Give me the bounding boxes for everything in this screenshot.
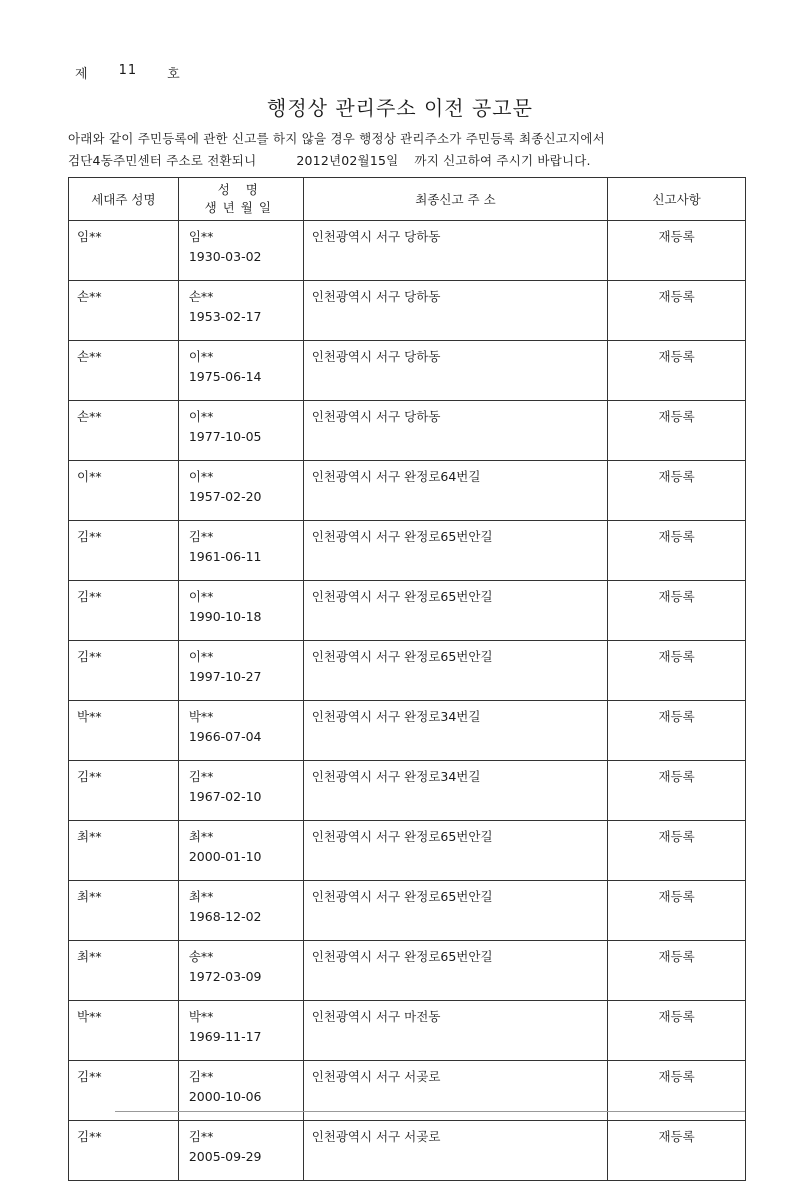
birth-date: 1967-02-10 — [188, 789, 262, 804]
table-row — [69, 821, 746, 881]
intro-line-2 — [68, 150, 768, 172]
person-name: 최** — [188, 889, 214, 904]
report-cell: 재등록 — [608, 701, 746, 761]
person-name: 김** — [188, 1129, 214, 1144]
report-cell: 재등록 — [608, 1061, 746, 1121]
birth-date: 2000-10-06 — [188, 1089, 262, 1104]
issue-number — [75, 63, 181, 82]
householder-cell: 손** — [69, 401, 179, 461]
person-name: 송** — [188, 949, 214, 964]
report-cell: 재등록 — [608, 401, 746, 461]
table-row — [69, 581, 746, 641]
table-header-row — [69, 178, 746, 221]
report-cell: 재등록 — [608, 581, 746, 641]
person-name: 이** — [188, 349, 214, 364]
person-name: 김** — [188, 1069, 214, 1084]
table-row — [69, 941, 746, 1001]
report-cell: 재등록 — [608, 341, 746, 401]
table-row — [69, 461, 746, 521]
header-report: 신고사항 — [608, 178, 746, 221]
householder-cell: 김** — [69, 641, 179, 701]
name-birth-cell — [178, 701, 303, 761]
address-cell: 인천광역시 서구 서곶로 — [303, 1061, 608, 1121]
name-birth-cell — [178, 581, 303, 641]
address-cell: 인천광역시 서구 서곶로 — [303, 1121, 608, 1181]
issue-number-value: 11 — [118, 63, 138, 78]
table-row — [69, 221, 746, 281]
name-birth-cell — [178, 281, 303, 341]
report-cell: 재등록 — [608, 761, 746, 821]
name-birth-cell — [178, 821, 303, 881]
address-cell: 인천광역시 서구 완정로65번안길 — [303, 641, 608, 701]
name-birth-cell — [178, 761, 303, 821]
report-cell: 재등록 — [608, 1121, 746, 1181]
deadline-date: 2012년02월15일 — [296, 153, 399, 168]
person-name: 이** — [188, 409, 214, 424]
name-birth-cell — [178, 1001, 303, 1061]
name-birth-cell — [178, 641, 303, 701]
person-name: 김** — [188, 769, 214, 784]
birth-date: 1966-07-04 — [188, 729, 262, 744]
header-birth: 생년월일 — [204, 200, 277, 215]
name-birth-cell — [178, 1121, 303, 1181]
birth-date: 1975-06-14 — [188, 369, 262, 384]
householder-cell: 김** — [69, 521, 179, 581]
intro-line-2-suffix: 까지 신고하여 주시기 바랍니다. — [414, 153, 591, 168]
householder-cell: 최** — [69, 941, 179, 1001]
birth-date: 1953-02-17 — [188, 309, 262, 324]
address-cell: 인천광역시 서구 완정로65번안길 — [303, 521, 608, 581]
birth-date: 1969-11-17 — [188, 1029, 262, 1044]
householder-cell: 손** — [69, 281, 179, 341]
address-cell: 인천광역시 서구 완정로65번안길 — [303, 941, 608, 1001]
intro-line-2-prefix: 검단4동주민센터 주소로 전환되니 — [68, 153, 257, 168]
person-name: 이** — [188, 469, 214, 484]
birth-date: 1961-06-11 — [188, 549, 262, 564]
report-cell: 재등록 — [608, 221, 746, 281]
header-name: 성 명 — [217, 182, 264, 197]
table-row — [69, 701, 746, 761]
report-cell: 재등록 — [608, 941, 746, 1001]
person-name: 이** — [188, 649, 214, 664]
householder-cell: 김** — [69, 1121, 179, 1181]
person-name: 최** — [188, 829, 214, 844]
address-cell: 인천광역시 서구 당하동 — [303, 281, 608, 341]
birth-date: 2005-09-29 — [188, 1149, 262, 1164]
intro-paragraph — [68, 128, 768, 172]
name-birth-cell — [178, 401, 303, 461]
birth-date: 1957-02-20 — [188, 489, 262, 504]
householder-cell: 박** — [69, 1001, 179, 1061]
table-row — [69, 521, 746, 581]
address-cell: 인천광역시 서구 완정로34번길 — [303, 761, 608, 821]
header-householder: 세대주 성명 — [69, 178, 179, 221]
address-cell: 인천광역시 서구 완정로65번안길 — [303, 821, 608, 881]
person-name: 손** — [188, 289, 214, 304]
householder-cell: 김** — [69, 761, 179, 821]
birth-date: 2000-01-10 — [188, 849, 262, 864]
address-cell: 인천광역시 서구 당하동 — [303, 401, 608, 461]
header-address: 최종신고 주 소 — [303, 178, 608, 221]
name-birth-cell — [178, 461, 303, 521]
householder-cell: 이** — [69, 461, 179, 521]
householder-cell: 최** — [69, 881, 179, 941]
name-birth-cell — [178, 881, 303, 941]
birth-date: 1997-10-27 — [188, 669, 262, 684]
header-name-birth — [178, 178, 303, 221]
table-row — [69, 341, 746, 401]
householder-cell: 손** — [69, 341, 179, 401]
householder-cell: 김** — [69, 1061, 179, 1121]
householder-cell: 김** — [69, 581, 179, 641]
table-row — [69, 281, 746, 341]
issue-label-je: 제 — [75, 67, 89, 82]
birth-date: 1968-12-02 — [188, 909, 262, 924]
table-row — [69, 881, 746, 941]
report-cell: 재등록 — [608, 281, 746, 341]
householder-cell: 최** — [69, 821, 179, 881]
report-cell: 재등록 — [608, 821, 746, 881]
bottom-divider — [115, 1111, 745, 1112]
table-row — [69, 1121, 746, 1181]
report-cell: 재등록 — [608, 521, 746, 581]
address-cell: 인천광역시 서구 완정로65번안길 — [303, 881, 608, 941]
person-name: 박** — [188, 1009, 214, 1024]
address-cell: 인천광역시 서구 완정로65번안길 — [303, 581, 608, 641]
table-row — [69, 401, 746, 461]
householder-cell: 임** — [69, 221, 179, 281]
name-birth-cell — [178, 521, 303, 581]
report-cell: 재등록 — [608, 461, 746, 521]
report-cell: 재등록 — [608, 1001, 746, 1061]
table-row — [69, 641, 746, 701]
person-name: 박** — [188, 709, 214, 724]
table-row — [69, 761, 746, 821]
birth-date: 1972-03-09 — [188, 969, 262, 984]
address-cell: 인천광역시 서구 완정로34번길 — [303, 701, 608, 761]
birth-date: 1977-10-05 — [188, 429, 262, 444]
issue-label-ho: 호 — [167, 67, 181, 82]
person-name: 이** — [188, 589, 214, 604]
table-row — [69, 1001, 746, 1061]
notice-table — [68, 177, 746, 1181]
address-cell: 인천광역시 서구 당하동 — [303, 221, 608, 281]
birth-date: 1990-10-18 — [188, 609, 262, 624]
intro-line-1: 아래와 같이 주민등록에 관한 신고를 하지 않을 경우 행정상 관리주소가 주민등록 최종신고지에서 — [68, 131, 605, 146]
birth-date: 1930-03-02 — [188, 249, 262, 264]
person-name: 임** — [188, 229, 214, 244]
name-birth-cell — [178, 341, 303, 401]
report-cell: 재등록 — [608, 641, 746, 701]
address-cell: 인천광역시 서구 당하동 — [303, 341, 608, 401]
report-cell: 재등록 — [608, 881, 746, 941]
name-birth-cell — [178, 941, 303, 1001]
address-cell: 인천광역시 서구 완정로64번길 — [303, 461, 608, 521]
address-cell: 인천광역시 서구 마전동 — [303, 1001, 608, 1061]
page-title: 행정상 관리주소 이전 공고문 — [267, 96, 533, 120]
householder-cell: 박** — [69, 701, 179, 761]
person-name: 김** — [188, 529, 214, 544]
name-birth-cell — [178, 221, 303, 281]
